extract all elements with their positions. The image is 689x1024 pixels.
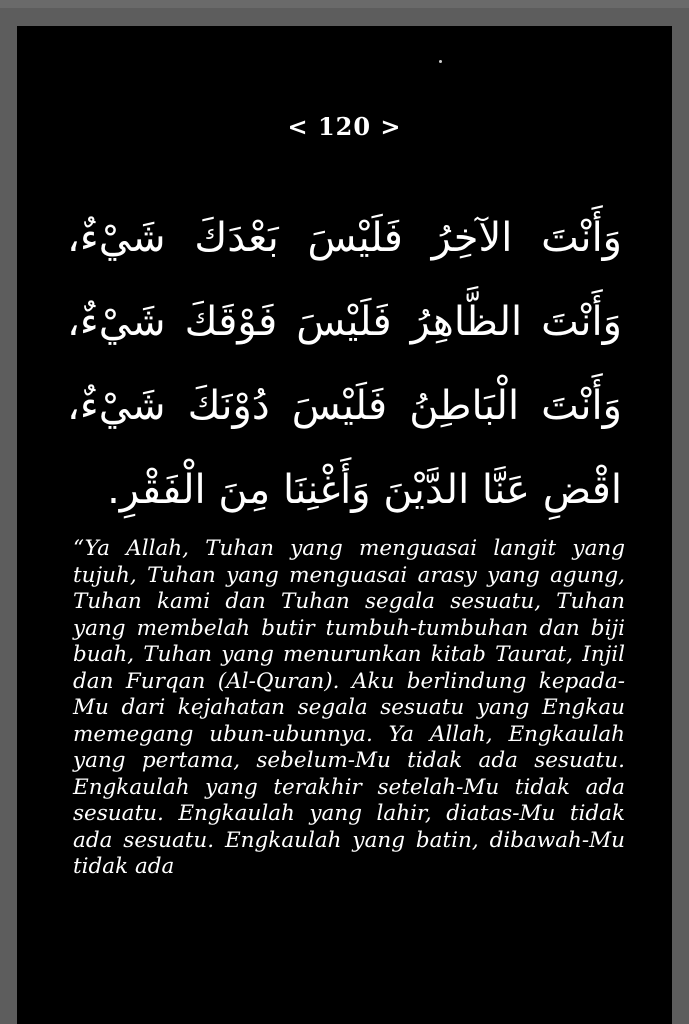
top-bar bbox=[0, 0, 689, 8]
page-number: < 120 > bbox=[287, 112, 402, 141]
page-speck bbox=[439, 60, 442, 63]
translation-text: “Ya Allah, Tuhan yang menguasai langit yang tujuh, Tuhan yang menguasai arasy yang agung, Tuhan kami dan Tuhan segala sesuatu, Tuhan yang membelah butir tumbuh-tumbuhan dan biji buah, Tuhan yang menurunkan kitab Taurat, Injil dan Furqan (Al-Quran). Aku berlindung kepada-Mu dari kejahatan segala sesuatu yang Engkau memegang ubun-ubunnya. Ya Allah, Engkaulah yang pertama, sebelum-Mu tidak ada sesuatu. Engkaulah yang terakhir setelah-Mu tidak ada sesuatu. Engkaulah yang lahir, diatas-Mu tidak ada sesuatu. Engkaulah yang batin, dibawah-Mu tidak ada bbox=[73, 536, 625, 879]
book-page[interactable] bbox=[17, 26, 672, 1024]
arabic-prayer-text: وَأَنْتَ الآخِرُ فَلَيْسَ بَعْدَكَ شَيْءٌ، وَأَنْتَ الظَّاهِرُ فَلَيْسَ فَوْقَكَ شَيْءٌ، وَأَنْتَ الْبَاطِنُ فَلَيْسَ دُوْنَكَ شَيْءٌ، اقْضِ عَنَّا الدَّيْنَ وَأَغْنِنَا مِنَ الْفَقْرِ. bbox=[67, 215, 622, 513]
